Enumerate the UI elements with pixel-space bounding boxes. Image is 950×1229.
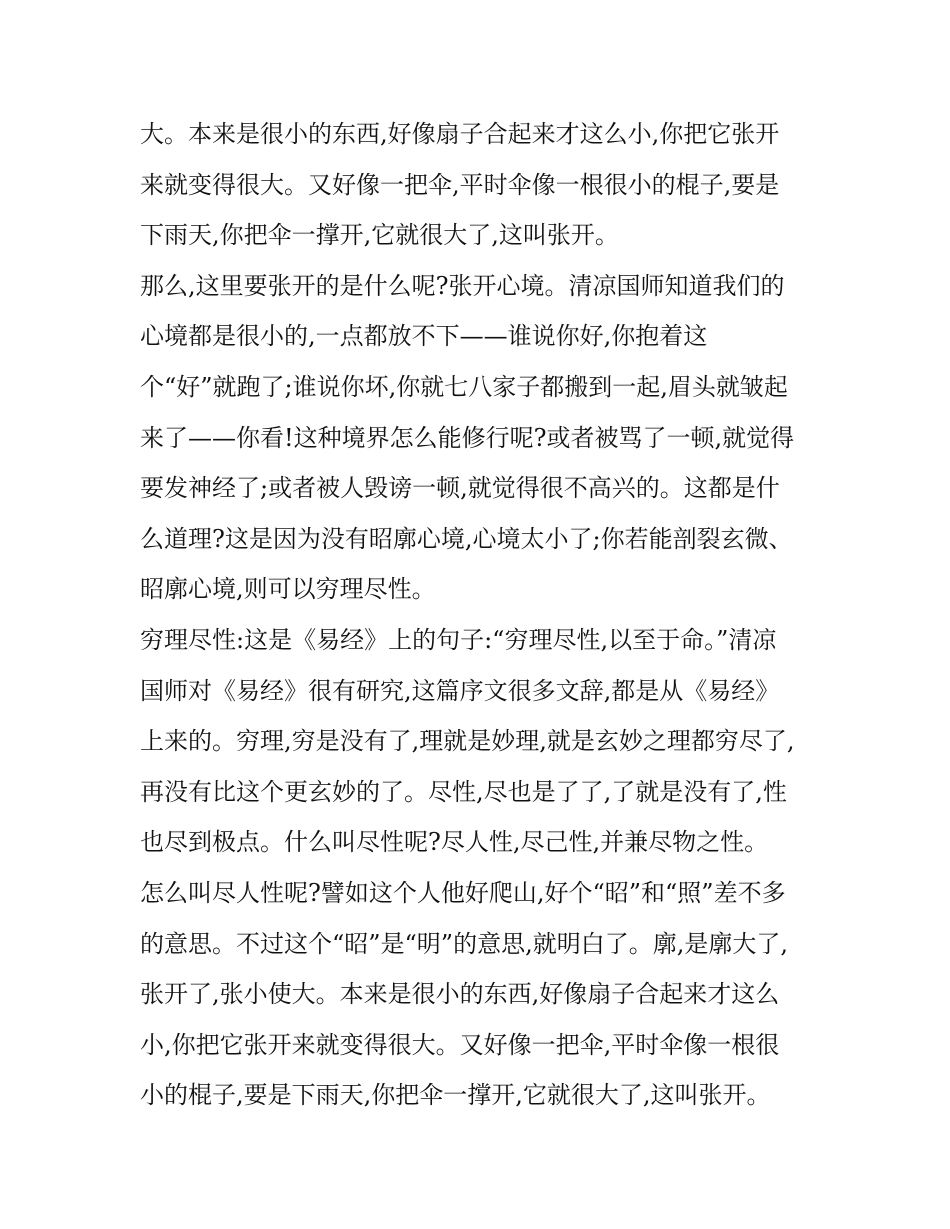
text-line: 个“好”就跑了;谁说你坏,你就七八家子都搬到一起,眉头就皱起	[140, 372, 788, 401]
text-line: 上来的。穷理,穷是没有了,理就是妙理,就是玄妙之理都穷尽了,	[140, 727, 795, 756]
text-line: 下雨天,你把伞一撑开,它就很大了,这叫张开。	[140, 221, 619, 250]
text-line: 小的棍子,要是下雨天,你把伞一撑开,它就很大了,这叫张开。	[140, 1081, 771, 1110]
text-line: 来就变得很大。又好像一把伞,平时伞像一根很小的棍子,要是	[140, 170, 780, 199]
text-line: 张开了,张小使大。本来是很小的东西,好像扇子合起来才这么	[140, 980, 780, 1009]
text-line: 的意思。不过这个“昭”是“明”的意思,就明白了。廓,是廓大了,	[140, 929, 788, 958]
text-line: 要发神经了;或者被人毁谤一顿,就觉得很不高兴的。这都是什	[140, 474, 780, 503]
text-line: 穷理尽性:这是《易经》上的句子:“穷理尽性,以至于命。”清凉	[140, 625, 777, 654]
text-line: 那么,这里要张开的是什么呢?张开心境。清凉国师知道我们的	[140, 271, 785, 300]
text-line: 怎么叫尽人性呢?譬如这个人他好爬山,好个“昭”和“照”差不多	[140, 878, 786, 907]
text-line: 大。本来是很小的东西,好像扇子合起来才这么小,你把它张开	[140, 120, 780, 148]
text-line: 心境都是很小的,一点都放不下——谁说你好,你抱着这	[140, 322, 708, 351]
text-line: 也尽到极点。什么叫尽性呢?尽人性,尽己性,并兼尽物之性。	[140, 828, 769, 857]
text-line: 么道理?这是因为没有昭廓心境,心境太小了;你若能剖裂玄微、	[140, 524, 793, 553]
body-text	[140, 109, 820, 1121]
text-line: 再没有比这个更玄妙的了。尽性,尽也是了了,了就是没有了,性	[140, 777, 787, 806]
text-line: 小,你把它张开来就变得很大。又好像一把伞,平时伞像一根很	[140, 1030, 780, 1059]
text-line: 昭廓心境,则可以穷理尽性。	[140, 575, 436, 604]
text-line: 国师对《易经》很有研究,这篇序文很多文辞,都是从《易经》	[140, 676, 780, 705]
text-line: 来了——你看!这种境界怎么能修行呢?或者被骂了一顿,就觉得	[140, 423, 795, 452]
